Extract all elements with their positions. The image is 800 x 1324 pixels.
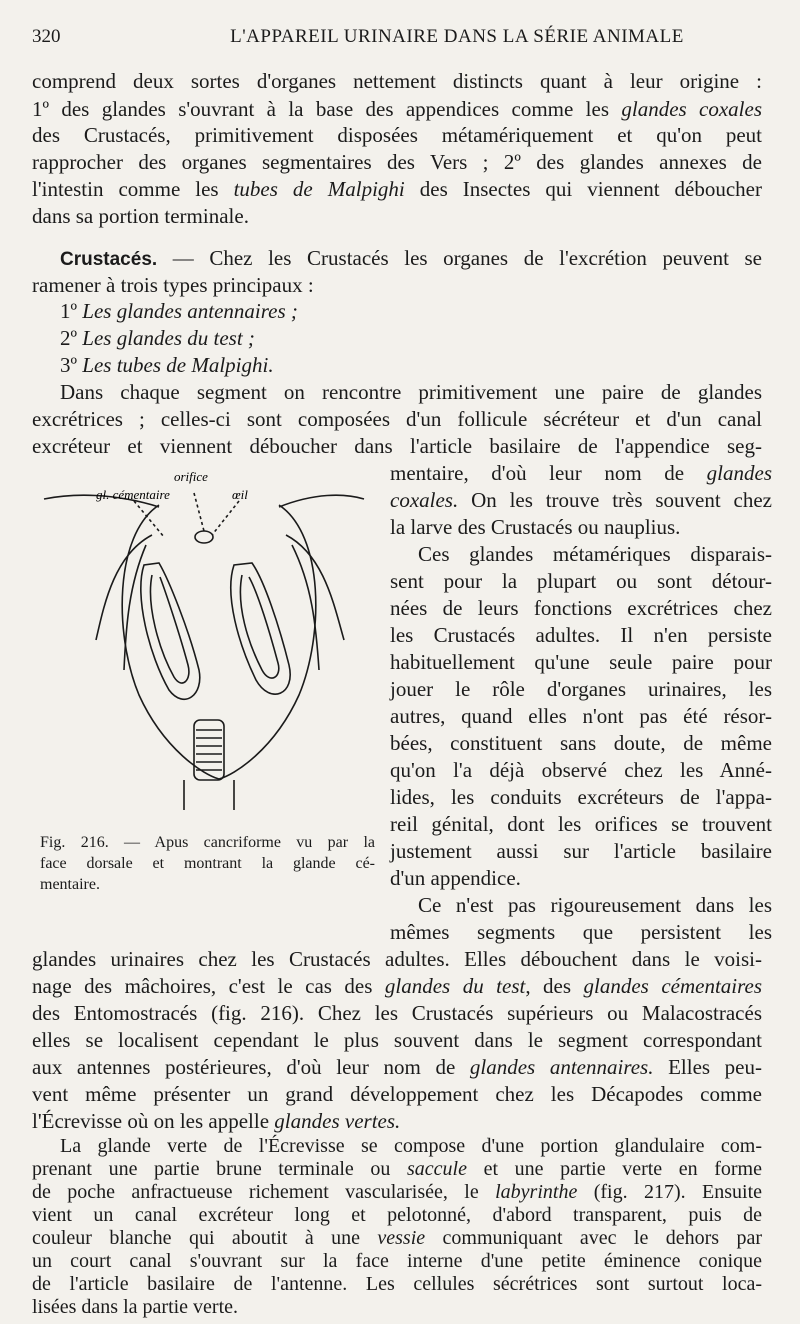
text-line: des Crustacés, primitivement disposées métamériquement et qu'on peut (32, 123, 762, 147)
text-line: nées de leurs fonctions excrétrices chez (390, 596, 772, 620)
text-line: de poche anfractueuse richement vascularisée, le labyrinthe (fig. 217). Ensuite (32, 1181, 763, 1203)
text-line: couleur blanche qui aboutit à une vessie communiquant avec le dehors par (32, 1227, 763, 1249)
running-title: L'APPAREIL URINAIRE DANS LA SÉRIE ANIMALE (230, 26, 684, 47)
text-line: Dans chaque segment on rencontre primitivement une paire de glandes (60, 380, 762, 404)
text-line: qu'on l'a déjà observé chez les Anné- (390, 758, 772, 782)
text-line: reil génital, dont les orifices se trouvent (390, 812, 772, 836)
text-line: jouer le rôle d'organes urinaires, les (390, 677, 772, 701)
page-header (32, 26, 772, 56)
text-line: de l'article basilaire de l'antenne. Les cellules sécrétrices sont surtout loca- (32, 1273, 762, 1295)
text-line: sent pour la plupart ou sont détour- (390, 569, 772, 593)
text-line: nage des mâchoires, c'est le cas des glandes du test, des glandes cémentaires (32, 974, 762, 998)
figure-caption: Fig. 216. — Apus cancriforme vu par la face dorsale et montrant la glande cé- mentaire. (40, 834, 375, 893)
text-line: aux antennes postérieures, d'où leur nom de glandes antennaires. Elles peu- (32, 1055, 762, 1079)
text-line: ramener à trois types principaux : (32, 273, 314, 297)
text-line: l'Écrevisse où on les appelle glandes vertes. (32, 1109, 401, 1133)
list-item: 3º Les tubes de Malpighi. (60, 353, 274, 377)
label-eye: œil (232, 487, 248, 502)
text-line: autres, quand elles n'ont pas été résor- (390, 704, 772, 728)
text-line: la larve des Crustacés ou nauplius. (390, 515, 681, 539)
text-line: vent même présenter un grand développement chez les Décapodes comme (32, 1082, 762, 1106)
page-number: 320 (32, 26, 61, 47)
text-line: coxales. On les trouve très souvent chez (390, 488, 772, 512)
text-line: des Entomostracés (fig. 216). Chez les Crustacés supérieurs ou Malacostracés (32, 1001, 762, 1025)
text-line: lides, les conduits excréteurs de l'appa- (390, 785, 772, 809)
text-line: 1º des glandes s'ouvrant à la base des appendices comme les glandes coxales (32, 97, 763, 121)
text-line: Ce n'est pas rigoureusement dans les (418, 893, 772, 917)
text-line: habituellement qu'une seule paire pour (390, 650, 772, 674)
text-line: mentaire, d'où leur nom de glandes (390, 461, 772, 485)
label-gland: gl. cémentaire (96, 487, 170, 502)
text-line: justement aussi sur l'article basilaire (390, 839, 772, 863)
text-line: bées, constituent sans doute, de même (390, 731, 772, 755)
section-heading: Crustacés. (60, 249, 158, 270)
figure-216 (34, 465, 374, 825)
text-line: rapprocher des organes segmentaires des Vers ; 2º des glandes annexes de (32, 150, 762, 174)
text-line: excréteur et viennent déboucher dans l'article basilaire de l'appendice seg- (32, 434, 762, 458)
text-line: glandes urinaires chez les Crustacés adultes. Elles débouchent dans le voisi- (32, 947, 762, 971)
text-line: Crustacés. — Chez les Crustacés les organes de l'excrétion peuvent se (60, 246, 762, 270)
text-line: comprend deux sortes d'organes nettement distincts quant à leur origine : (32, 69, 762, 93)
text-line: l'intestin comme les tubes de Malpighi des Insectes qui viennent déboucher (32, 177, 762, 201)
list-item: 1º Les glandes antennaires ; (60, 299, 298, 323)
label-orifice: orifice (174, 469, 208, 484)
text-line: Ces glandes métamériques disparais- (418, 542, 772, 566)
text-line: d'un appendice. (390, 866, 521, 890)
text-line: lisées dans la partie verte. (32, 1296, 239, 1318)
text-line: un court canal s'ouvrant sur la face interne d'une petite éminence conique (32, 1250, 762, 1272)
list-item: 2º Les glandes du test ; (60, 326, 255, 350)
text-line: excrétrices ; celles-ci sont composées d'un follicule sécréteur et d'un canal (32, 407, 762, 431)
text-line: La glande verte de l'Écrevisse se compose d'une portion glandulaire com- (60, 1135, 762, 1157)
text-line: prenant une partie brune terminale ou saccule et une partie verte en forme (32, 1158, 762, 1180)
text-line: mêmes segments que persistent les (390, 920, 772, 944)
text-line: dans sa portion terminale. (32, 204, 249, 228)
text-line: elles se localisent cependant le plus souvent dans le segment correspondant (32, 1028, 762, 1052)
apus-illustration (34, 465, 374, 825)
text-line: vient un canal excréteur long et pelotonné, d'abord transparent, puis de (32, 1204, 762, 1226)
text-line: les Crustacés adultes. Il n'en persiste (390, 623, 772, 647)
